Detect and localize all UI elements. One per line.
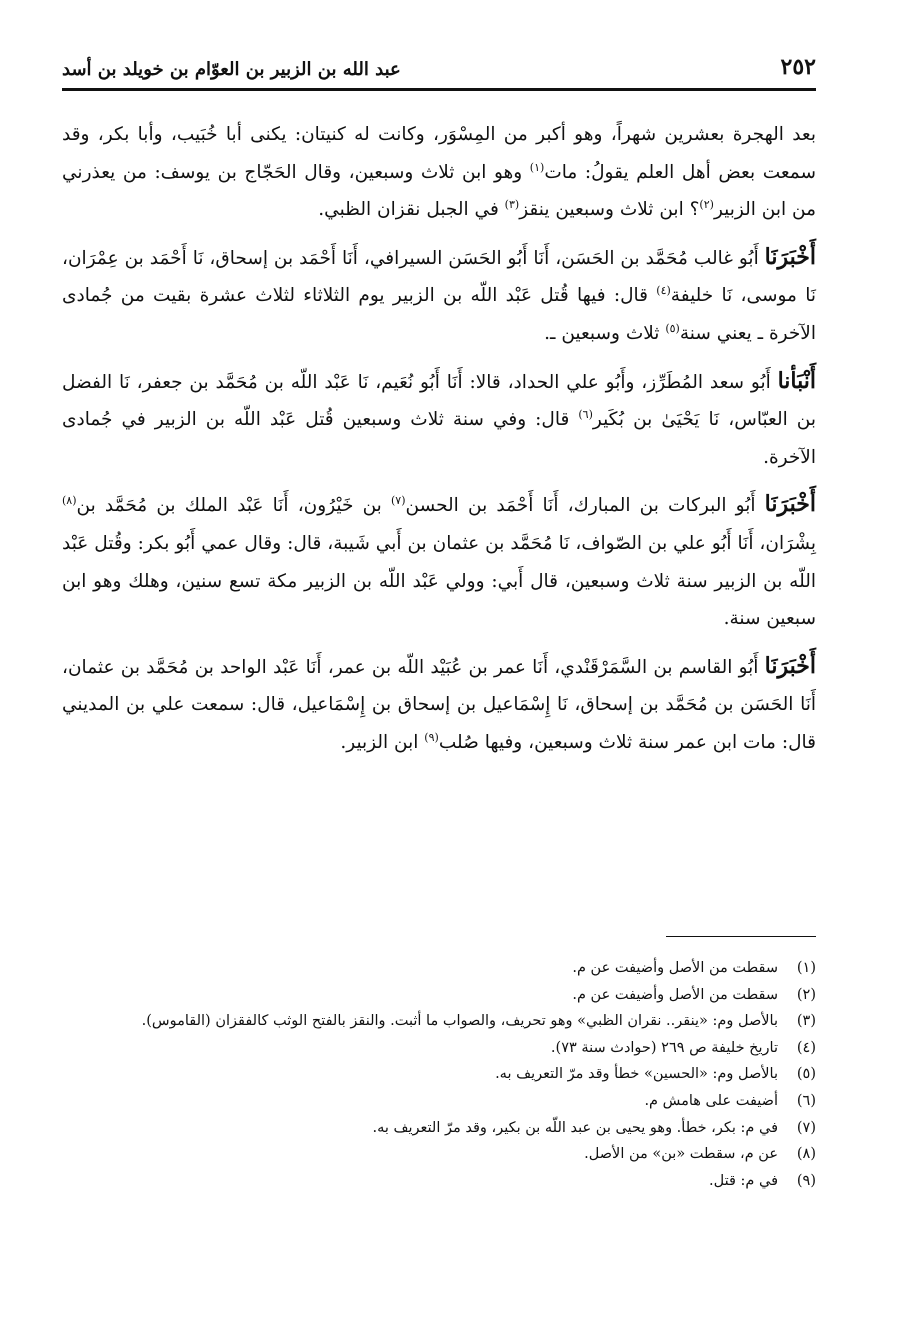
footnote-text: بالأصل وم: «ينقر.. نقران الظبي» وهو تحريف، والصواب ما أثبت. والنقز بالفتح الوثب كالفقزان (القاموس). xyxy=(141,1013,778,1030)
text-run: أَبُو البركات بن المبارك، أَنَا أَحْمَد بن الحسن xyxy=(405,495,765,517)
footnote xyxy=(62,1088,816,1115)
footnote-reference: (٨) xyxy=(62,494,77,508)
text-run: ؟ ابن ثلاث وسبعين ينقز xyxy=(519,199,700,221)
text-run: بعد الهجرة بعشرين شهراً، وهو أكبر من المِسْوَر، وكانت له كنيتان: يكنى أبا خُبَيب، وأبا بكر، وقد سمعت بعض أهل العلم يقولُ: مات xyxy=(62,124,816,183)
paragraph xyxy=(62,486,816,637)
footnote-number: (٣) xyxy=(796,1013,816,1030)
text-run: أَبُو القاسم بن السَّمَرْقَنْدي، أَنَا عمر بن عُبَيْد اللّه بن عمر، أَنَا عَبْد الواحد بن مُحَمَّد بن عثمان، أَنَا الحَسَن بن مُحَمَّد بن إسحاق، نَا إِسْمَاعيل بن إسحاق بن إِسْمَاعيل، قال: سمعت علي بن المديني قال: مات ابن عمر سنة ثلاث وسبعين، وفيها صُلب xyxy=(62,656,816,753)
footnote-reference: (٢) xyxy=(699,198,714,212)
footnote-separator xyxy=(666,936,816,937)
footnote xyxy=(62,1168,816,1195)
footnote-number: (١) xyxy=(796,960,816,976)
text-run: أَبُو غالب مُحَمَّد بن الحَسَن، أَنَا أَبُو الحَسَن السيرافي، أَنَا أَحْمَد بن إسحاق، نَا أَحْمَد بن عِمْرَان، نَا موسى، نَا خليفة xyxy=(62,247,816,307)
footnote-reference: (٤) xyxy=(656,284,671,298)
paragraph xyxy=(62,116,816,229)
text-run: وهو ابن ثلاث وسبعين، وقال الحَجّاج بن يوسف: من يعذرني من ابن الزبير xyxy=(62,161,816,221)
footnote xyxy=(62,1115,816,1142)
footnote-reference: (١) xyxy=(529,160,545,174)
text-run: قال: وفي سنة ثلاث وسبعين قُتل عَبْد اللّه بن الزبير في جُمادى الآخرة. xyxy=(62,409,816,468)
footnote-text: سقطت من الأصل وأضيفت عن م. xyxy=(572,960,778,976)
paragraph xyxy=(62,363,816,477)
paragraph-lead-word: أَخْبَرَنَا xyxy=(764,652,816,679)
footnote-number: (٩) xyxy=(796,1172,816,1189)
footnote-reference: (٦) xyxy=(578,408,593,421)
footnote-text: أضيفت على هامش م. xyxy=(644,1092,778,1109)
footnote xyxy=(62,1061,816,1088)
footnote-number: (٦) xyxy=(796,1092,816,1109)
text-run: في الجبل نقزان الظبي. xyxy=(318,199,505,221)
paragraph-lead-word: أَخْبَرَنَا xyxy=(764,491,816,518)
footnote xyxy=(62,982,816,1009)
footnote-reference: (٣) xyxy=(504,198,520,212)
footnote-number: (٧) xyxy=(796,1119,816,1136)
footnote-number: (٢) xyxy=(796,986,816,1003)
text-run: أَبُو سعد المُطَرِّز، وأَبُو علي الحداد، قالا: أَنَا أَبُو نُعَيم، نَا عَبْد اللّه بن مُحَمَّد بن جعفر، نَا الفضل بن العبّاس، نَا يَحْيَىٰ بن بُكَير xyxy=(62,371,816,431)
running-title: عبد الله بن الزبير بن العوّام بن خويلد بن أسد xyxy=(62,59,401,80)
footnote xyxy=(62,1141,816,1168)
footnote-reference: (٩) xyxy=(424,730,439,744)
text-run: قال: فيها قُتل عَبْد اللّه بن الزبير يوم الثلاثاء لثلاث عشرة بقيت من جُمادى الآخرة ـ يعني سنة xyxy=(62,285,816,344)
footnote-text: في م: بكر، خطأ. وهو يحيى بن عبد اللّه بن بكير، وقد مرّ التعريف به. xyxy=(372,1119,778,1136)
footnote xyxy=(62,1008,816,1035)
footnote-number: (٨) xyxy=(796,1146,816,1163)
paragraph xyxy=(62,239,816,353)
footnote xyxy=(62,955,816,982)
footnote-reference: (٥) xyxy=(665,321,680,335)
text-run: بِشْرَان، أَنَا أَبُو علي بن الصّواف، نَا مُحَمَّد بن عثمان بن أَبي شَيبة، قال: وقال عمي أَبُو بكر: وقُتل عَبْد اللّه بن الزبير سنة ثلاث وسبعين، قال أَبي: وولي عَبْد اللّه بن الزبير مكة تسع سنين، وهلك وهو ابن سبعين سنة. xyxy=(62,532,816,630)
page-number: ٢٥٢ xyxy=(780,54,816,80)
footnote-text: في م: قتل. xyxy=(709,1172,778,1189)
footnote-number: (٤) xyxy=(796,1039,816,1056)
page-header xyxy=(62,44,816,80)
header-rule xyxy=(62,88,816,91)
paragraph-lead-word: أَخْبَرَنَا xyxy=(764,243,816,270)
main-text xyxy=(62,116,816,772)
text-run: ثلاث وسبعين ـ. xyxy=(544,322,666,344)
text-run: ابن الزبير. xyxy=(340,731,425,753)
footnote-reference: (٧) xyxy=(391,494,406,508)
footnote-text: سقطت من الأصل وأضيفت عن م. xyxy=(572,986,778,1003)
footnote-text: تاريخ خليفة ص ٢٦٩ (حوادث سنة ٧٣). xyxy=(550,1039,778,1056)
footnote xyxy=(62,1035,816,1062)
footnote-text: عن م، سقطت «بن» من الأصل. xyxy=(584,1146,778,1163)
paragraph-lead-word: أَنْبَأنا xyxy=(777,367,816,394)
footnote-number: (٥) xyxy=(796,1066,816,1083)
footnotes xyxy=(62,955,816,1194)
footnote-text: بالأصل وم: «الحسين» خطأ وقد مرّ التعريف به. xyxy=(495,1066,778,1083)
text-run: بن خَيْرُون، أَنَا عَبْد الملك بن مُحَمَّد بن xyxy=(76,495,391,517)
paragraph xyxy=(62,648,816,762)
